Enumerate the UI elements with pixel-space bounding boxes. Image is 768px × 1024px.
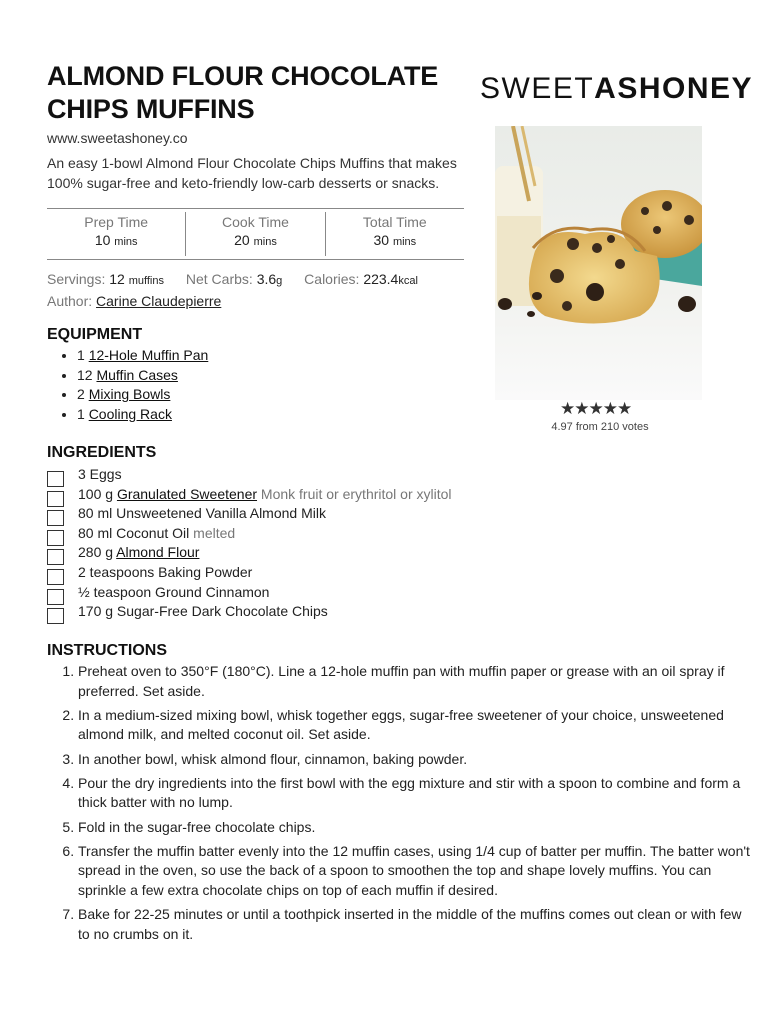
net-carbs-unit: g: [276, 275, 283, 287]
prep-time: [47, 209, 185, 259]
instruction-step: 4. Pour the dry ingredients into the first bowl with the egg mixture and stir with a spoon to combine and form a thick batter with no lump.: [78, 774, 753, 813]
author-label: Author:: [47, 293, 93, 309]
cook-time-value: 20: [234, 232, 250, 248]
cook-time-label: Cook Time: [222, 214, 289, 230]
author-link[interactable]: Carine Claudepierre: [96, 293, 222, 309]
recipe-meta: [47, 269, 418, 311]
list-item: • 1 Cooling Rack: [77, 405, 208, 425]
recipe-photo: [495, 126, 702, 400]
equipment-link-muffin-pan[interactable]: 12-Hole Muffin Pan: [88, 347, 209, 363]
ingredients-list: [47, 465, 452, 622]
total-time: [325, 212, 464, 256]
ingredient-item: 100 g Granulated Sweetener Monk fruit or erythritol or xylitol: [47, 485, 452, 505]
star-rating[interactable]: ★★★★★: [560, 399, 632, 418]
recipe-summary: An easy 1-bowl Almond Flour Chocolate Chips Muffins that makes 100% sugar-free and keto-friendly low-carb desserts or snacks.: [47, 155, 457, 191]
ingredient-item: 80 ml Coconut Oil melted: [47, 524, 452, 544]
ingredient-item: 3 Eggs: [47, 465, 452, 485]
equipment-link-mixing-bowls[interactable]: Mixing Bowls: [88, 386, 171, 403]
equipment-list: [47, 346, 208, 424]
equipment-heading: EQUIPMENT: [47, 326, 143, 343]
prep-time-label: Prep Time: [84, 214, 149, 230]
ingredient-item: 2 teaspoons Baking Powder: [47, 563, 452, 583]
total-time-unit: mins: [392, 236, 417, 248]
ingredients-heading: INGREDIENTS: [47, 444, 157, 461]
list-item: • 1 12-Hole Muffin Pan: [77, 346, 208, 366]
instructions-heading: INSTRUCTIONS: [47, 642, 167, 659]
ingredient-item: 170 g Sugar-Free Dark Chocolate Chips: [47, 602, 452, 622]
equipment-link-cooling-rack[interactable]: Cooling Rack: [88, 405, 172, 422]
ingredient-item: 80 ml Unsweetened Vanilla Almond Milk: [47, 504, 452, 524]
instruction-step: 3. In another bowl, whisk almond flour, cinnamon, baking powder.: [78, 750, 753, 770]
ingredient-item: 280 g Almond Flour: [47, 543, 452, 563]
calories-unit: kcal: [398, 275, 418, 287]
servings-value: 12: [109, 271, 125, 287]
instructions-list: [47, 662, 753, 949]
total-time-label: Total Time: [362, 214, 427, 230]
total-time-value: 30: [373, 232, 390, 248]
brand-logo: SWEETASHONEY: [480, 72, 754, 105]
cook-time-unit: mins: [253, 236, 277, 248]
ingredient-note: Monk fruit or erythritol or xylitol: [260, 485, 452, 502]
servings-unit: muffins: [128, 275, 164, 287]
ingredient-link-sweetener[interactable]: Granulated Sweetener: [116, 485, 258, 502]
instruction-step: 6. Transfer the muffin batter evenly into the 12 muffin cases, using 1/4 cup of batter per muffin. The batter won't spread in the oven, so use the back of a spoon to smoothen the top and shape lovely muffins. You can sprinkle a few extra chocolate chips on top of each muffin if desired.: [78, 842, 753, 901]
list-item: • 2 Mixing Bowls: [77, 385, 208, 405]
net-carbs-label: Net Carbs:: [185, 271, 253, 287]
site-url: www.sweetashoney.co: [47, 130, 188, 146]
ingredient-note: melted: [193, 524, 236, 541]
rating-votes: 4.97 from 210 votes: [551, 421, 649, 433]
time-summary: [47, 208, 464, 260]
net-carbs-value: 3.6: [256, 271, 277, 287]
calories-label: Calories:: [304, 271, 360, 287]
calories-value: 223.4: [363, 271, 399, 287]
servings-label: Servings:: [47, 271, 106, 287]
prep-time-value: 10: [94, 232, 111, 248]
instruction-step: 2. In a medium-sized mixing bowl, whisk together eggs, sugar-free sweetener of your choice, unsweetened almond milk, and melted coconut oil. Set aside.: [78, 706, 753, 745]
ingredient-link-almond-flour[interactable]: Almond Flour: [116, 544, 200, 561]
instruction-step: 7. Bake for 22-25 minutes or until a toothpick inserted in the middle of the muffins comes out clean or with few to no crumbs on it.: [78, 905, 753, 944]
prep-time-unit: mins: [114, 236, 138, 248]
recipe-title: ALMOND FLOUR CHOCOLATE CHIPS MUFFINS: [47, 61, 439, 124]
ingredient-checkbox[interactable]: [47, 608, 64, 624]
instruction-step: 5. Fold in the sugar-free chocolate chips.: [78, 818, 753, 838]
cook-time: [185, 212, 324, 256]
muffin-image: [495, 126, 702, 400]
equipment-link-muffin-cases[interactable]: Muffin Cases: [96, 366, 178, 383]
ingredient-item: ½ teaspoon Ground Cinnamon: [47, 583, 452, 603]
instruction-step: 1. Preheat oven to 350°F (180°C). Line a 12-hole muffin pan with muffin paper or grease with an oil spray if preferred. Set aside.: [78, 662, 753, 701]
list-item: • 12 Muffin Cases: [77, 366, 208, 386]
